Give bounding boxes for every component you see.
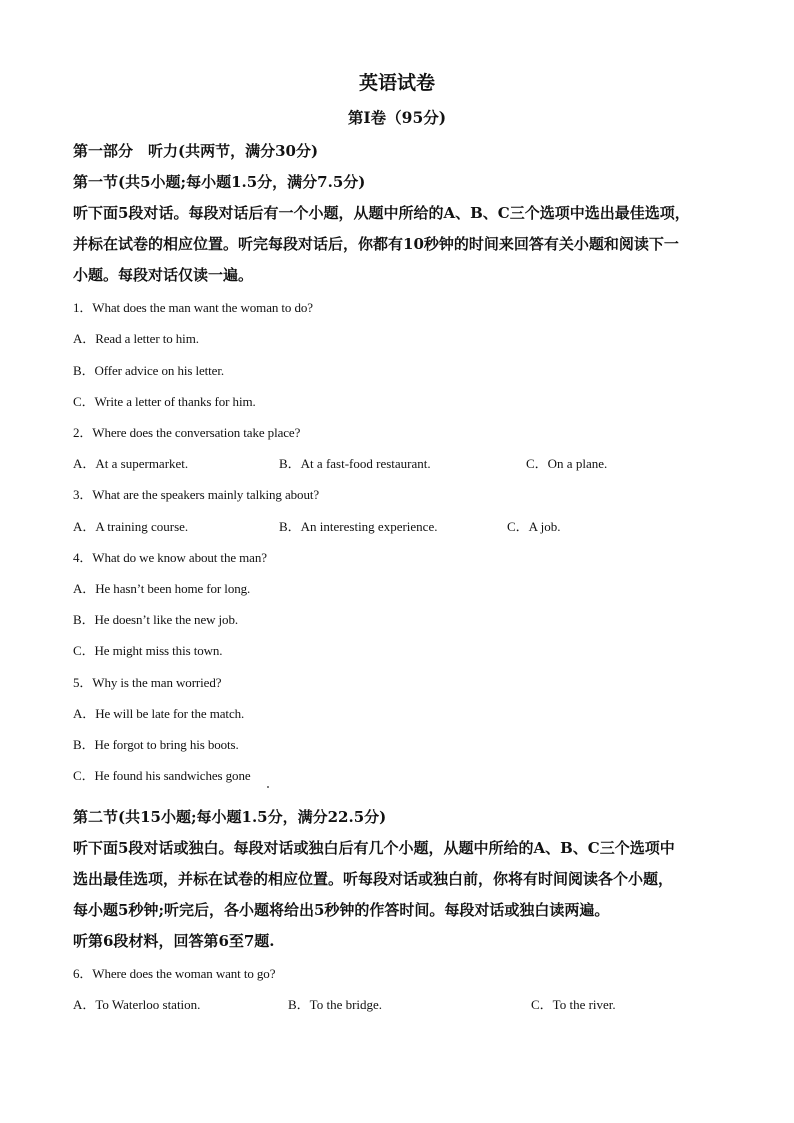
- answer-option: C．To the river.: [531, 997, 616, 1012]
- instruction-line: 每小题5秒钟;听完后，各小题将给出5秒钟的作答时间。每段对话或独白读两遍。: [73, 901, 610, 919]
- answer-option: C．He might miss this town.: [73, 643, 223, 658]
- part-heading: 第一部分 听力(共两节，满分30分): [73, 142, 319, 160]
- question-stem: 4．What do we know about the man?: [73, 550, 267, 565]
- answer-option: C．Write a letter of thanks for him.: [73, 394, 256, 409]
- answer-option: A．He hasn’t been home for long.: [73, 581, 251, 596]
- answer-option: A．To Waterloo station.: [73, 997, 201, 1012]
- answer-option: A．A training course.: [73, 519, 189, 534]
- answer-option: A．At a supermarket.: [73, 456, 189, 471]
- stray-dot: [267, 786, 269, 788]
- option-row: [73, 516, 723, 534]
- question-stem: 5．Why is the man worried?: [73, 675, 222, 690]
- page-subtitle: 第I卷（95分): [347, 108, 447, 127]
- section-heading: 第二节(共15小题;每小题1.5分，满分22.5分): [73, 808, 387, 826]
- answer-option: B．He forgot to bring his boots.: [73, 737, 239, 752]
- instruction-line: 听下面5段对话。每段对话后有一个小题，从题中所给的A、B、C三个选项中选出最佳选项，: [73, 204, 690, 222]
- answer-option: C．He found his sandwiches gone: [73, 768, 251, 783]
- instruction-line: 选出最佳选项，并标在试卷的相应位置。听每段对话或独白前，你将有时间阅读各个小题，: [73, 870, 674, 888]
- instruction-line: 小题。每段对话仅读一遍。: [73, 266, 254, 284]
- option-row: [73, 453, 723, 471]
- question-stem: 1．What does the man want the woman to do?: [73, 300, 313, 315]
- answer-option: A．He will be late for the match.: [73, 706, 245, 721]
- page-title: 英语试卷: [358, 72, 435, 94]
- question-stem: 6．Where does the woman want to go?: [73, 966, 276, 981]
- answer-option: B．An interesting experience.: [279, 519, 438, 534]
- answer-option: B．To the bridge.: [288, 997, 383, 1012]
- instruction-line: 并标在试卷的相应位置。听完每段对话后，你都有10秒钟的时间来回答有关小题和阅读下一: [73, 235, 679, 253]
- answer-option: B．He doesn’t like the new job.: [73, 612, 239, 627]
- instruction-line: 听下面5段对话或独白。每段对话或独白后有几个小题，从题中所给的A、B、C三个选项中: [73, 839, 675, 857]
- answer-option: A．Read a letter to him.: [73, 331, 199, 346]
- section-heading: 第一节(共5小题;每小题1.5分，满分7.5分): [73, 173, 366, 191]
- answer-option: B．At a fast-food restaurant.: [279, 456, 431, 471]
- material-note: 听第6段材料，回答第6至7题.: [73, 932, 275, 950]
- option-row: [73, 994, 723, 1012]
- answer-option: C．A job.: [507, 519, 561, 534]
- answer-option: B．Offer advice on his letter.: [73, 363, 225, 378]
- question-stem: 3．What are the speakers mainly talking about?: [73, 487, 320, 502]
- question-stem: 2．Where does the conversation take place?: [73, 425, 301, 440]
- answer-option: C．On a plane.: [526, 456, 608, 471]
